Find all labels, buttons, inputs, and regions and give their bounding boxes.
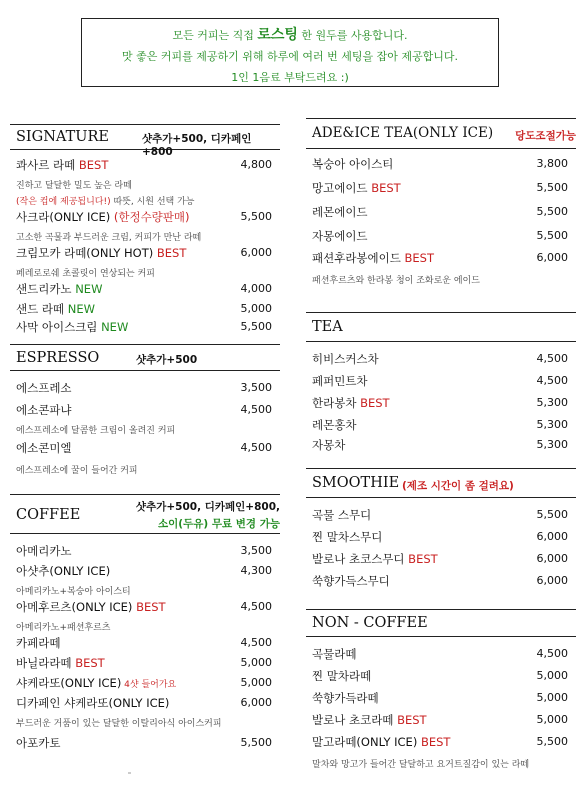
item-name-text: 콰사르 라떼 (16, 158, 76, 172)
item-desc-rest: 따뜻, 시원 선택 가능 (110, 197, 195, 207)
divider (128, 772, 131, 774)
item-name (312, 351, 379, 367)
section-header (306, 609, 576, 637)
item-price: 5,500 (536, 181, 568, 194)
section-noncoffee (306, 609, 576, 775)
item-name-text: 샤케라또(ONLY ICE) (16, 676, 122, 690)
item-name (16, 735, 60, 751)
item-name-text: 크림모카 라떼(ONLY HOT) (16, 246, 154, 260)
item-name-text: 사크라(ONLY ICE) (16, 210, 111, 224)
item-name (312, 250, 434, 266)
item-name (312, 395, 390, 411)
item-desc-text: 진하고 달달한 밀도 높은 라떼 (16, 181, 132, 191)
section-header (10, 344, 280, 371)
item-name (16, 543, 72, 559)
section-note-red: 당도조절가능 (515, 130, 576, 142)
item-description (16, 192, 272, 208)
item-name-text: 자몽차 (312, 438, 346, 452)
item-name-text: 패션후라봉에이드 (312, 251, 401, 265)
menu-item (16, 562, 272, 582)
section-title: ESPRESSO (16, 350, 100, 366)
item-name-text: 곡물라떼 (312, 647, 357, 661)
item-list (306, 498, 576, 594)
item-name-text: 에스프레소 (16, 381, 72, 395)
item-price: 5,300 (536, 418, 568, 431)
item-name-text: 찐 말차라떼 (312, 669, 372, 683)
menu-item (16, 634, 272, 654)
item-name (312, 668, 371, 684)
section-ade (306, 118, 576, 289)
menu-item (16, 300, 272, 318)
item-name-text: 사막 아이스크림 (16, 320, 98, 334)
item-name-text: 복숭아 아이스티 (312, 157, 394, 171)
item-name-text: 카페라떼 (16, 636, 61, 650)
menu-item (312, 227, 568, 249)
item-price: 4,500 (240, 600, 272, 613)
new-badge: NEW (64, 302, 95, 316)
item-name-text: 디카페인 샤케라또(ONLY ICE) (16, 696, 170, 710)
notice-line-2: 맛 좋은 커피를 제공하기 위해 하루에 여러 번 세팅을 잡아 제공합니다. (122, 50, 458, 63)
section-title: SIGNATURE (16, 129, 110, 145)
item-name (312, 507, 371, 523)
item-desc-text: 에스프레소에 꿀이 들어간 커피 (16, 466, 138, 476)
item-name (16, 380, 72, 396)
menu-item (312, 506, 568, 528)
section-espresso (10, 344, 280, 479)
item-description (16, 264, 272, 280)
item-name (16, 599, 166, 615)
item-price: 5,500 (536, 508, 568, 521)
item-price: 5,000 (240, 302, 272, 315)
item-name-text: 망고에이드 (312, 181, 368, 195)
item-desc-text: 아메리카노+패션후르츠 (16, 623, 111, 633)
item-price: 4,500 (536, 374, 568, 387)
menu-item (312, 711, 568, 733)
item-description (16, 461, 272, 479)
item-price: 5,500 (240, 320, 272, 333)
menu-item (312, 394, 568, 416)
item-name-text: 발로나 초코스무디 (312, 552, 405, 566)
item-name (16, 245, 186, 261)
section-title: NON - COFFEE (312, 615, 428, 631)
item-price: 5,000 (536, 669, 568, 682)
item-price: 4,800 (240, 158, 272, 171)
menu-item (16, 598, 272, 618)
item-name (312, 228, 368, 244)
item-name-text: 자몽에이드 (312, 229, 368, 243)
item-desc-text: 에스프레소에 달콤한 크림이 올려진 커피 (16, 426, 176, 436)
item-price: 5,500 (240, 736, 272, 749)
item-price: 6,000 (536, 574, 568, 587)
section-note-red: (제조 시간이 좀 걸려요) (402, 480, 514, 492)
item-name-text: 페퍼민트차 (312, 374, 368, 388)
section-title: COFFEE (16, 507, 81, 523)
menu-item (16, 318, 272, 338)
section-header (306, 312, 576, 342)
item-name-text: 히비스커스차 (312, 352, 379, 366)
notice-line-3: 1인 1음료 부탁드려요 :) (231, 71, 349, 84)
limited-badge: (한정수량판매) (110, 210, 190, 224)
item-price: 5,000 (536, 691, 568, 704)
menu-item (16, 401, 272, 421)
menu-item (312, 350, 568, 372)
item-description (16, 582, 272, 598)
item-description (16, 714, 272, 734)
notice-text: 한 원두를 사용합니다. (301, 29, 408, 42)
best-badge: BEST (367, 181, 401, 195)
menu-item (312, 155, 568, 179)
section-tea (306, 312, 576, 456)
menu-item (16, 280, 272, 300)
section-note: 샷추가+500, 디카페인+800, (135, 501, 280, 513)
item-name-text: 에소콘미엘 (16, 441, 72, 455)
item-description (312, 755, 568, 775)
item-description (16, 176, 272, 192)
menu-item (312, 572, 568, 594)
item-description (16, 618, 272, 634)
item-name (16, 695, 169, 711)
item-name-text: 곡물 스무디 (312, 508, 372, 522)
item-price: 6,000 (536, 552, 568, 565)
item-price: 4,300 (240, 564, 272, 577)
item-price: 5,300 (536, 396, 568, 409)
item-price: 4,500 (536, 352, 568, 365)
item-price: 5,500 (240, 210, 272, 223)
menu-item (312, 436, 568, 456)
item-list (10, 150, 280, 338)
item-name-text: 말고라떼(ONLY ICE) (312, 735, 418, 749)
item-name (312, 712, 427, 728)
item-name (312, 204, 368, 220)
menu-item (16, 694, 272, 714)
section-header (306, 118, 576, 149)
item-name-text: 샌드리카노 (16, 282, 72, 296)
new-badge: NEW (71, 282, 103, 296)
menu-item (312, 372, 568, 394)
item-name (16, 301, 95, 317)
item-name-text: 아메리카노 (16, 544, 72, 558)
item-desc-text (16, 194, 194, 207)
item-price: 4,500 (240, 441, 272, 454)
item-name-text: 아포카토 (16, 736, 61, 750)
item-desc-text: 페레로로쉐 초콜릿이 연상되는 커피 (16, 269, 155, 279)
item-name-text: 레몬에이드 (312, 205, 368, 219)
best-badge: BEST (404, 552, 438, 566)
notice-highlight: 로스팅 (257, 27, 298, 43)
section-title: ADE&ICE TEA(ONLY ICE) (312, 125, 494, 141)
menu-item (16, 156, 272, 176)
item-name (312, 734, 450, 750)
notice-box (81, 18, 499, 87)
item-name (312, 417, 356, 433)
item-name-text: 쑥향가득스무디 (312, 574, 390, 588)
item-list (10, 371, 280, 479)
item-price: 5,000 (240, 676, 272, 689)
item-name-text: 아샷추(ONLY ICE) (16, 564, 111, 578)
new-badge: NEW (97, 320, 129, 334)
item-price: 5,500 (536, 229, 568, 242)
item-name (16, 635, 60, 651)
item-price: 5,000 (240, 656, 272, 669)
item-name-text: 에소콘파냐 (16, 403, 72, 417)
item-name-text: 찐 말차스무디 (312, 530, 383, 544)
item-name-text: 바닐라라떼 (16, 656, 72, 670)
item-price: 4,500 (240, 403, 272, 416)
menu-item (16, 379, 272, 401)
item-price: 5,500 (536, 205, 568, 218)
best-badge: BEST (132, 600, 166, 614)
item-name (312, 156, 393, 172)
item-desc-text: 말차와 망고가 들어간 달달하고 요거트질감이 있는 라떼 (312, 760, 530, 770)
menu-item (16, 734, 272, 754)
item-name-text: 샌드 라떼 (16, 302, 65, 316)
item-desc-text: 패션후르츠와 한라봉 청이 조화로운 에이드 (312, 276, 480, 286)
item-name (16, 440, 72, 456)
item-price: 4,500 (240, 636, 272, 649)
item-price: 5,300 (536, 438, 568, 451)
item-list (306, 637, 576, 775)
section-smoothie (306, 468, 576, 594)
item-name-text: 레몬홍차 (312, 418, 357, 432)
item-price: 3,800 (536, 157, 568, 170)
best-badge: BEST (75, 158, 109, 172)
menu-item (16, 244, 272, 264)
item-price: 6,000 (536, 251, 568, 264)
item-price: 3,500 (240, 544, 272, 557)
section-note: 샷추가+500, 디카페인+800 (142, 133, 252, 158)
item-list (306, 149, 576, 289)
item-desc-text: 아메리카노+복숭아 아이스티 (16, 587, 131, 597)
menu-item (16, 674, 272, 694)
section-header (10, 494, 280, 534)
shot-note: 4샷 들어가요 (121, 680, 177, 690)
item-list (10, 534, 280, 754)
item-desc-text: 부드러운 거품이 있는 달달한 이탈리아식 아이스커피 (16, 719, 222, 729)
item-name (16, 675, 176, 691)
best-badge: BEST (417, 735, 451, 749)
item-price: 6,000 (240, 696, 272, 709)
menu-item (312, 528, 568, 550)
menu-item (16, 542, 272, 562)
item-name-text: 아메후르츠(ONLY ICE) (16, 600, 133, 614)
menu-item (312, 416, 568, 436)
menu-item (312, 645, 568, 667)
item-name (16, 402, 72, 418)
item-name (312, 646, 356, 662)
item-price: 4,500 (536, 647, 568, 660)
notice-text: 모든 커피는 직접 (172, 29, 254, 42)
item-price: 5,500 (536, 735, 568, 748)
section-title: SMOOTHIE (312, 475, 400, 491)
section-title: TEA (312, 319, 343, 335)
item-name-text: 한라봉차 (312, 396, 357, 410)
section-header (10, 124, 280, 158)
menu-item (312, 179, 568, 203)
item-name (312, 373, 368, 389)
menu-item (312, 689, 568, 711)
notice-line-1 (82, 25, 498, 46)
item-name (16, 655, 105, 671)
item-description (16, 421, 272, 439)
item-name (312, 180, 401, 196)
item-name (312, 529, 382, 545)
item-name (16, 157, 108, 173)
item-name (16, 319, 128, 335)
section-header (306, 468, 576, 498)
item-name (16, 281, 102, 297)
menu-item (312, 550, 568, 572)
item-name (16, 209, 190, 225)
menu-item (312, 733, 568, 755)
best-badge: BEST (71, 656, 105, 670)
item-name (312, 551, 438, 567)
best-badge: BEST (153, 246, 187, 260)
item-price: 6,000 (536, 530, 568, 543)
item-desc-highlight: (작은 컵에 제공됩니다!) (16, 197, 111, 207)
menu-item (16, 439, 272, 461)
best-badge: BEST (393, 713, 427, 727)
item-name-text: 발로나 초코라떼 (312, 713, 394, 727)
menu-item (312, 667, 568, 689)
item-price: 6,000 (240, 246, 272, 259)
item-name (312, 690, 379, 706)
item-price: 4,000 (240, 282, 272, 295)
section-signature (10, 124, 280, 338)
item-name (16, 563, 110, 579)
section-note-green: 소이(두유) 무료 변경 가능 (158, 518, 280, 530)
section-note: 샷추가+500 (136, 354, 198, 366)
best-badge: BEST (356, 396, 390, 410)
best-badge: BEST (400, 251, 435, 265)
item-price: 5,000 (536, 713, 568, 726)
menu-item (312, 249, 568, 271)
menu-item (312, 203, 568, 227)
menu-item (16, 208, 272, 228)
item-name (312, 573, 390, 589)
menu-item (16, 654, 272, 674)
item-name-text: 쑥향가득라떼 (312, 691, 379, 705)
item-description (312, 271, 568, 289)
item-name (312, 437, 345, 453)
section-coffee (10, 494, 280, 754)
item-list (306, 342, 576, 456)
item-description (16, 228, 272, 244)
item-desc-text: 고소한 곡물과 부드러운 크림, 커피가 만난 라떼 (16, 233, 202, 243)
item-price: 3,500 (240, 381, 272, 394)
